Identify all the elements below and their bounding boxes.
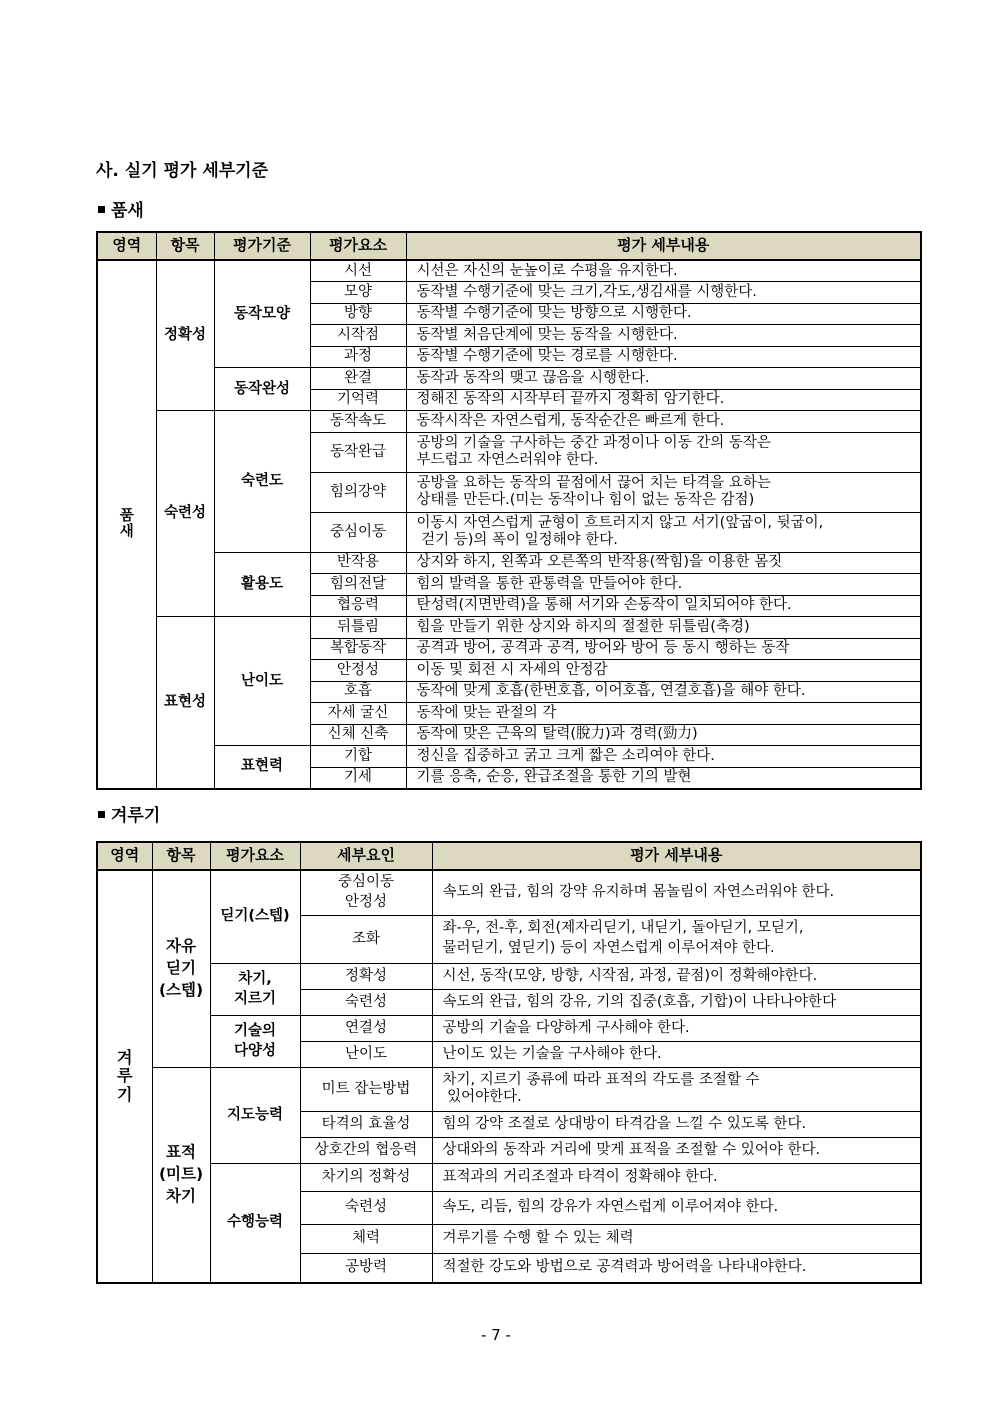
detail-cell [406, 638, 921, 660]
item-cell: 표적 (미트) 차기 [152, 1067, 210, 1283]
detail-line: 물러딛기, 옆딛기) 등이 자연스럽게 이루어져야 한다. [442, 940, 775, 956]
factor-cell: 조화 [300, 915, 432, 963]
detail-cell [432, 1191, 921, 1224]
detail-cell [406, 389, 921, 411]
detail-line: 동작과 동작의 맺고 끊음을 시행한다. [416, 369, 650, 386]
element-cell: 기합 [310, 746, 406, 768]
item-cell: 자유 딛기 (스텝) [152, 870, 210, 1067]
element-cell: 힘의강약 [310, 472, 406, 512]
detail-line: 기를 응축, 순응, 완급조절을 통한 기의 발현 [416, 769, 692, 786]
header-detail: 평가 세부내용 [432, 842, 921, 870]
detail-cell [406, 512, 921, 552]
factor-cell: 정확성 [300, 963, 432, 989]
table-row [97, 1067, 921, 1111]
item-cell: 정확성 [156, 260, 214, 411]
element-cell: 복합동작 [310, 638, 406, 660]
detail-cell [406, 746, 921, 768]
detail-line: 동작시작은 자연스럽게, 동작순간은 빠르게 한다. [416, 412, 725, 429]
header-item: 항목 [152, 842, 210, 870]
factor-cell: 난이도 [300, 1041, 432, 1067]
detail-line: 공방의 기술을 다양하게 구사해야 한다. [442, 1019, 690, 1036]
header-element: 평가요소 [210, 842, 300, 870]
factor-cell: 공방력 [300, 1253, 432, 1283]
detail-cell [406, 552, 921, 574]
table-header-row [97, 232, 921, 260]
detail-line: 동작에 맞는 관절의 각 [416, 704, 557, 721]
detail-cell [406, 411, 921, 433]
factor-cell: 차기의 정확성 [300, 1163, 432, 1191]
factor-cell: 타격의 효율성 [300, 1111, 432, 1137]
detail-line: 이동 및 회전 시 자세의 안정감 [416, 661, 608, 678]
detail-cell [432, 1137, 921, 1163]
subsection-poomsae [98, 196, 144, 221]
element-cell: 힘의전달 [310, 574, 406, 596]
detail-line: 상태를 만든다.(미는 동작이나 힘이 없는 동작은 감점) [416, 492, 755, 508]
element-cell: 자세 굴신 [310, 703, 406, 725]
element-cell: 완결 [310, 368, 406, 390]
detail-line: 탄성력(지면반력)을 통해 서기와 손동작이 일치되어야 한다. [416, 597, 792, 614]
element-cell: 방향 [310, 303, 406, 325]
detail-cell [406, 617, 921, 639]
element-cell: 기술의 다양성 [210, 1015, 300, 1067]
element-cell: 호흡 [310, 681, 406, 703]
detail-line: 시선은 자신의 눈높이로 수평을 유지한다. [416, 262, 678, 279]
element-cell: 협응력 [310, 595, 406, 617]
element-cell: 신체 신축 [310, 724, 406, 746]
element-cell: 모양 [310, 282, 406, 304]
detail-line: 적절한 강도와 방법으로 공격력과 방어력을 나타내야한다. [442, 1259, 807, 1276]
element-cell: 뒤틀림 [310, 617, 406, 639]
item-cell: 표현성 [156, 617, 214, 789]
criterion-cell: 표현력 [214, 746, 310, 789]
factor-cell: 중심이동 안정성 [300, 870, 432, 915]
detail-cell [406, 472, 921, 512]
detail-line: 동작에 맞은 근육의 탈력(脫力)과 경력(勁力) [416, 726, 698, 743]
detail-cell [406, 767, 921, 789]
subsection-gyeorugi [98, 801, 160, 826]
criterion-cell: 활용도 [214, 552, 310, 617]
factor-cell: 연결성 [300, 1015, 432, 1041]
detail-cell [432, 1111, 921, 1137]
detail-line: 동작별 수행기준에 맞는 방향으로 시행한다. [416, 305, 692, 322]
factor-cell: 숙련성 [300, 989, 432, 1015]
detail-line: 속도의 완급, 힘의 강약 유지하며 몸놀림이 자연스러워야 한다. [442, 884, 835, 901]
detail-line: 공방의 기술을 구사하는 중간 과정이나 이동 간의 동작은 [416, 435, 771, 452]
detail-cell [406, 303, 921, 325]
detail-line: 부드럽고 자연스러워야 한다. [416, 452, 599, 468]
area-cell: 품 새 [97, 260, 156, 789]
element-cell: 기억력 [310, 389, 406, 411]
table-row [97, 870, 921, 915]
element-cell: 반작용 [310, 552, 406, 574]
element-cell: 수행능력 [210, 1163, 300, 1283]
square-bullet-icon [98, 206, 105, 213]
detail-cell [406, 346, 921, 368]
detail-line: 상지와 하지, 왼쪽과 오른쪽의 반작용(짝힘)을 이용한 몸짓 [416, 554, 783, 571]
table-row [97, 963, 921, 989]
detail-cell [432, 989, 921, 1015]
detail-line: 힘을 만들기 위한 상지와 하지의 절절한 뒤틀림(축경) [416, 618, 750, 635]
detail-cell [406, 724, 921, 746]
element-cell: 지도능력 [210, 1067, 300, 1163]
detail-line: 있어야한다. [442, 1089, 522, 1105]
subsection-poomsae-label: 품새 [111, 201, 144, 221]
header-element: 평가요소 [310, 232, 406, 260]
header-item: 항목 [156, 232, 214, 260]
header-criterion: 평가기준 [214, 232, 310, 260]
element-cell: 시작점 [310, 325, 406, 347]
element-cell: 안정성 [310, 660, 406, 682]
factor-cell: 상호간의 협응력 [300, 1137, 432, 1163]
criterion-cell: 난이도 [214, 617, 310, 746]
detail-cell [432, 1163, 921, 1191]
detail-line: 시선, 동작(모양, 방향, 시작점, 과정, 끝점)이 정확해야한다. [442, 967, 818, 984]
detail-line: 난이도 있는 기술을 구사해야 한다. [442, 1045, 662, 1062]
header-area: 영역 [97, 232, 156, 260]
detail-cell [406, 260, 921, 282]
detail-cell [406, 325, 921, 347]
table-row [97, 617, 921, 639]
detail-cell [406, 282, 921, 304]
detail-line: 이동시 자연스럽게 균형이 흐트러지지 않고 서기(앞굽이, 뒷굽이, [416, 515, 824, 532]
detail-line: 표적과의 거리조절과 타격이 정확해야 한다. [442, 1168, 718, 1185]
detail-cell [406, 660, 921, 682]
detail-line: 공방을 요하는 동작의 끝점에서 끊어 치는 타격을 요하는 [416, 475, 771, 492]
element-cell: 시선 [310, 260, 406, 282]
element-cell: 딛기(스텝) [210, 870, 300, 963]
detail-cell [432, 1067, 921, 1111]
detail-line: 동작별 처음단계에 맞는 동작을 시행한다. [416, 326, 678, 343]
element-cell: 기세 [310, 767, 406, 789]
area-cell: 겨 루 기 [97, 870, 152, 1283]
detail-cell [406, 368, 921, 390]
table-row [97, 746, 921, 768]
subsection-gyeorugi-label: 겨루기 [111, 806, 161, 826]
factor-cell: 미트 잡는방법 [300, 1067, 432, 1111]
item-cell: 숙련성 [156, 411, 214, 617]
element-cell: 차기, 지르기 [210, 963, 300, 1015]
element-cell: 동작속도 [310, 411, 406, 433]
factor-cell: 숙련성 [300, 1191, 432, 1224]
detail-cell [406, 595, 921, 617]
detail-line: 상대와의 동작과 거리에 맞게 표적을 조절할 수 있어야 한다. [442, 1141, 821, 1158]
detail-cell [432, 915, 921, 963]
header-area: 영역 [97, 842, 152, 870]
detail-line: 동작에 맞게 호흡(한번호흡, 이어호흡, 연결호흡)을 해야 한다. [416, 683, 806, 700]
square-bullet-icon [98, 811, 105, 818]
detail-line: 정신을 집중하고 굵고 크게 짧은 소리여야 한다. [416, 747, 715, 764]
detail-cell [406, 432, 921, 472]
detail-line: 속도, 리듬, 힘의 강유가 자연스럽게 이루어져야 한다. [442, 1199, 779, 1216]
detail-line: 공격과 방어, 공격과 공격, 방어와 방어 등 동시 행하는 동작 [416, 640, 790, 657]
detail-cell [406, 574, 921, 596]
element-cell: 동작완급 [310, 432, 406, 472]
header-detail: 평가 세부내용 [406, 232, 921, 260]
table-row [97, 1015, 921, 1041]
table-row [97, 368, 921, 390]
detail-line: 힘의 발력을 통한 관통력을 만들어야 한다. [416, 575, 683, 592]
detail-line: 동작별 수행기준에 맞는 경로를 시행한다. [416, 348, 678, 365]
table-row [97, 260, 921, 282]
detail-cell [406, 681, 921, 703]
factor-cell: 체력 [300, 1224, 432, 1253]
gyeorugi-criteria-table [96, 841, 922, 1284]
detail-cell [432, 1015, 921, 1041]
table-row [97, 552, 921, 574]
detail-line: 정해진 동작의 시작부터 끝까지 정확히 암기한다. [416, 391, 725, 408]
criterion-cell: 동작완성 [214, 368, 310, 411]
element-cell: 중심이동 [310, 512, 406, 552]
section-title: 사. 실기 평가 세부기준 [96, 161, 269, 181]
criterion-cell: 동작모양 [214, 260, 310, 368]
detail-cell [432, 963, 921, 989]
detail-line: 좌-우, 전-후, 회전(제자리딛기, 내딛기, 돌아딛기, 모딛기, [442, 920, 804, 937]
detail-line: 힘의 강약 조절로 상대방이 타격감을 느낄 수 있도록 한다. [442, 1115, 807, 1132]
detail-cell [406, 703, 921, 725]
detail-line: 동작별 수행기준에 맞는 크기,각도,생김새를 시행한다. [416, 283, 757, 300]
detail-cell [432, 1253, 921, 1283]
page-number: - 7 - [481, 1326, 511, 1344]
detail-line: 걷기 등)의 폭이 일정해야 한다. [416, 532, 618, 548]
element-cell: 과정 [310, 346, 406, 368]
detail-line: 겨루기를 수행 할 수 있는 체력 [442, 1230, 634, 1247]
detail-line: 속도의 완급, 힘의 강유, 기의 집중(호흡, 기합)이 나타나야한다 [442, 993, 837, 1010]
table-header-row [97, 842, 921, 870]
table-row [97, 1163, 921, 1191]
detail-cell [432, 1041, 921, 1067]
detail-line: 차기, 지르기 종류에 따라 표적의 각도를 조절할 수 [442, 1072, 760, 1089]
detail-cell [432, 870, 921, 915]
header-factor: 세부요인 [300, 842, 432, 870]
table-row [97, 411, 921, 433]
criterion-cell: 숙련도 [214, 411, 310, 553]
detail-cell [432, 1224, 921, 1253]
poomsae-criteria-table [96, 231, 922, 790]
